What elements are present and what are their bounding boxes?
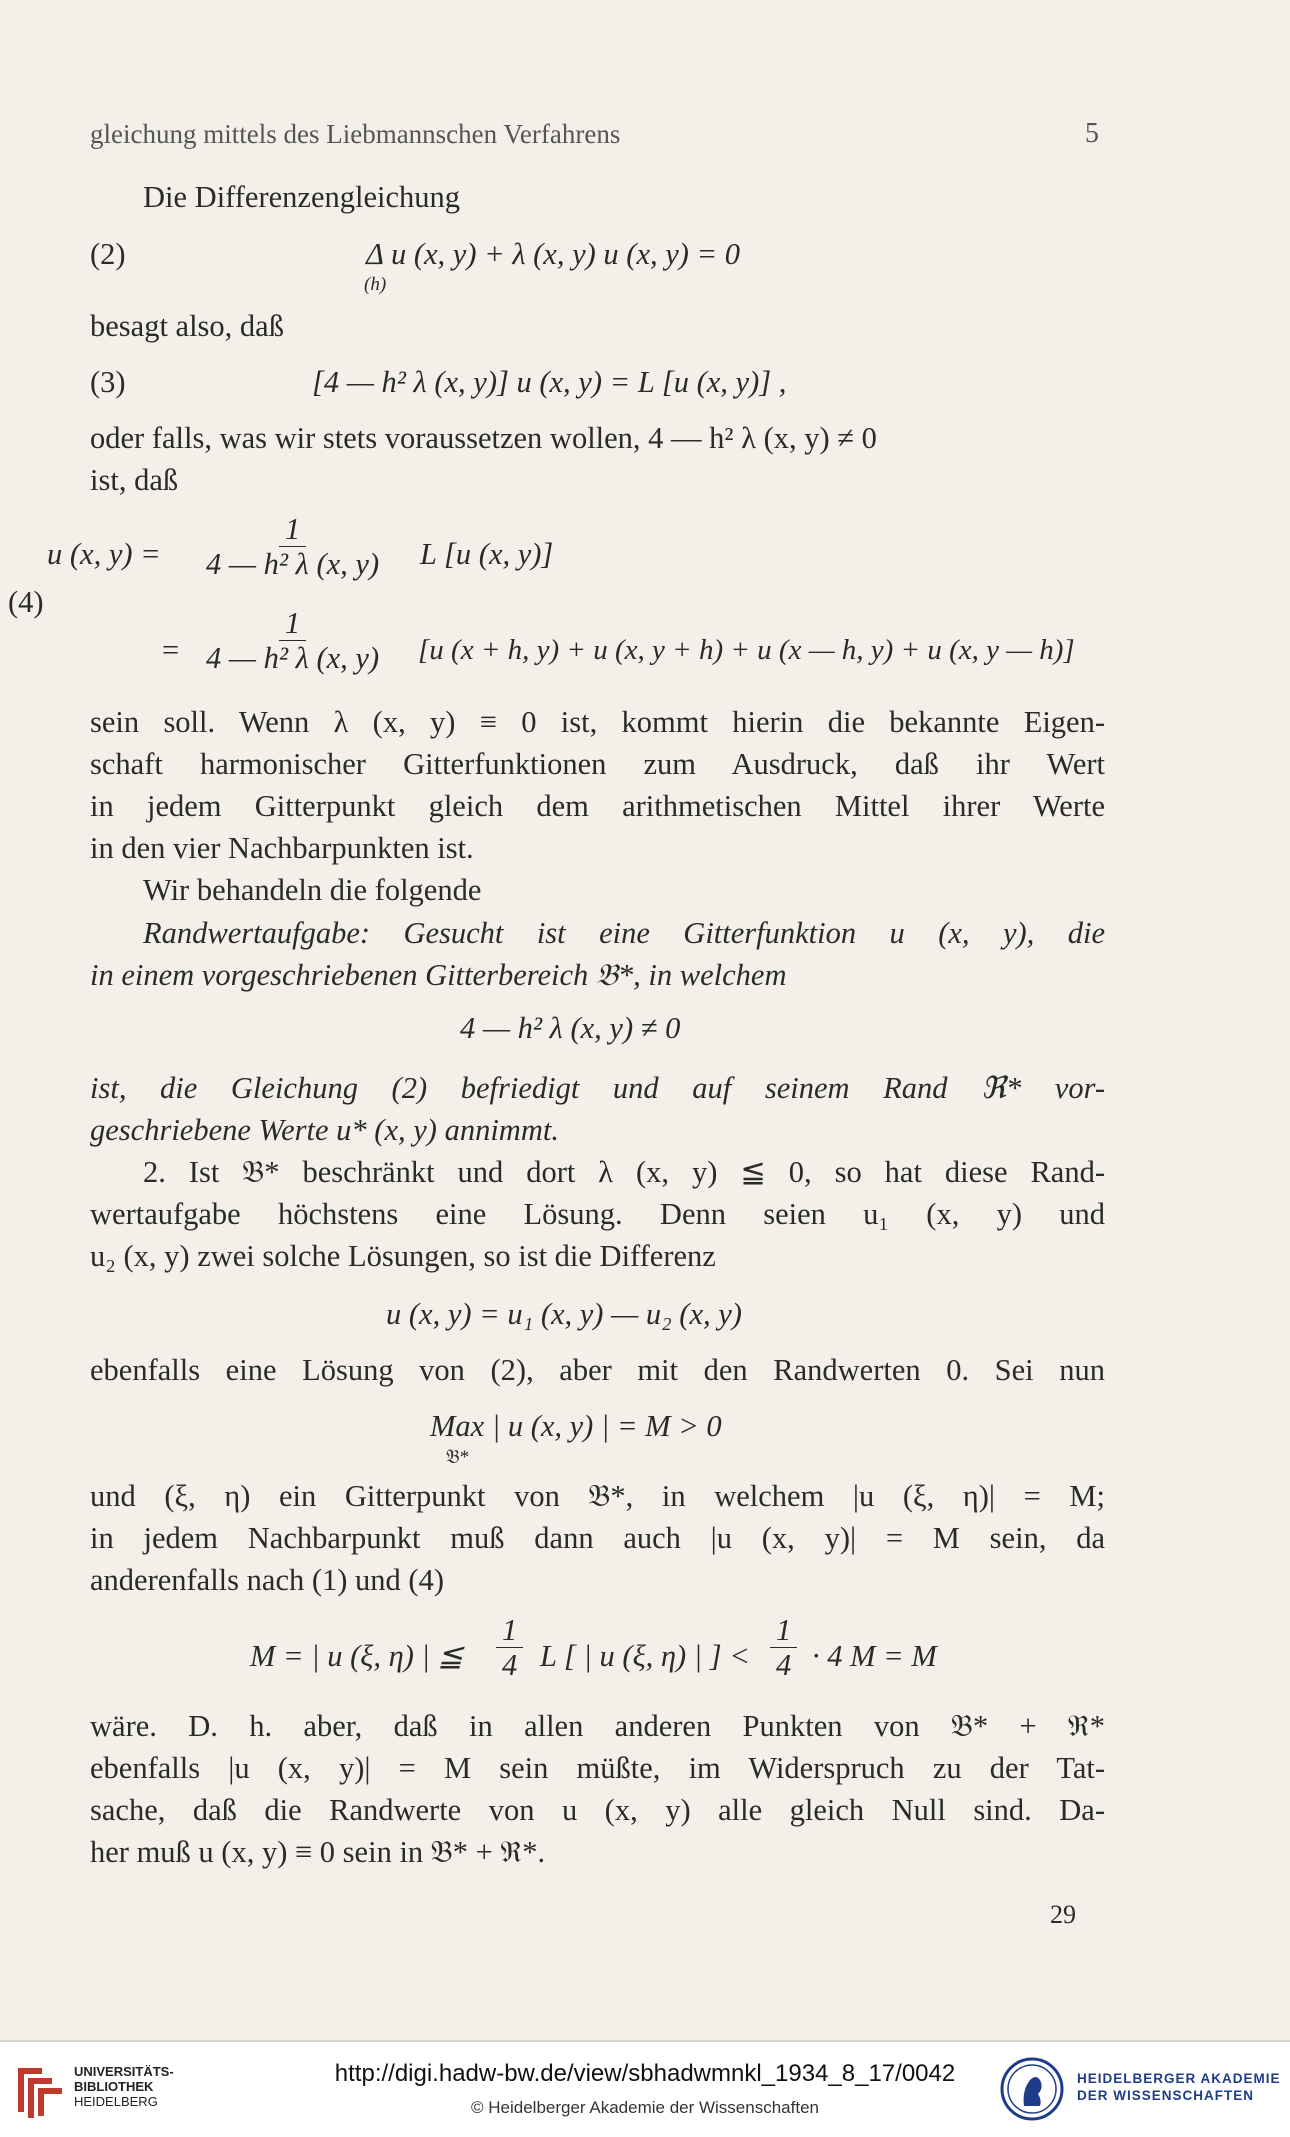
running-title: gleichung mittels des Liebmannschen Verfahrens [90, 119, 621, 149]
source-url-link[interactable]: http://digi.hadw-bw.de/view/sbhadwmnkl_1934_8_17/0042 [334, 2060, 956, 2087]
problem-line: Randwertaufgabe: Gesucht ist eine Gitterfunktion u (x, y), die [143, 916, 1105, 950]
paragraph-line: und (ξ, η) ein Gitterpunkt von 𝔅*, in welchem |u (ξ, η)| = M; [90, 1479, 1105, 1513]
paragraph-line: sein soll. Wenn λ (x, y) ≡ 0 ist, kommt hierin die bekannte Eigen- [90, 705, 1105, 739]
text-line: oder falls, was wir stets voraussetzen wollen, 4 — h² λ (x, y) ≠ 0 [90, 421, 877, 455]
equation-4a-lhs: u (x, y) = [47, 537, 161, 571]
equation-inequality-mid: L [ | u (ξ, η) | ] < [540, 1639, 750, 1673]
equation-max: Max | u (x, y) | = M > 0 [430, 1409, 722, 1443]
equation-2-tag: (2) [90, 237, 126, 271]
equation-inequality-frac1: $\frac{1}{4}$ [496, 1613, 523, 1682]
academy-seal-icon [1000, 2054, 1064, 2124]
paragraph-line: wertaufgabe höchstens eine Lösung. Denn seien u₁ (x, y) und [90, 1197, 1105, 1231]
paragraph-line: 2. Ist 𝔅* beschränkt und dort λ (x, y) ≦ 0, so hat diese Rand- [143, 1155, 1105, 1189]
equation-max-subscript: 𝔅* [446, 1447, 470, 1468]
text-line: besagt also, daß [90, 309, 284, 343]
academy-name: HEIDELBERGER AKADEMIE DER WISSENSCHAFTEN [1077, 2071, 1281, 2103]
paragraph-line: sache, daß die Randwerte von u (x, y) alle gleich Null sind. Da- [90, 1793, 1105, 1827]
equation-inequality-frac2: $\frac{1}{4}$ [770, 1613, 797, 1682]
equation-inequality-left: M = | u (ξ, η) | ≦ [250, 1639, 464, 1673]
copyright-notice: © Heidelberger Akademie der Wissenschaften [471, 2098, 819, 2117]
text-line: ist, daß [90, 463, 179, 497]
paragraph-line: Wir behandeln die folgende [143, 873, 482, 907]
problem-line: geschriebene Werte u* (x, y) annimmt. [90, 1113, 559, 1147]
equation-3: [4 — h² λ (x, y)] u (x, y) = L [u (x, y)] , [312, 365, 787, 399]
problem-line: in einem vorgeschriebenen Gitterbereich 𝔅*, in welchem [90, 958, 787, 992]
equation-4b-fraction: $\frac{1}{\text{4 — h² λ (x, y)}}$ [206, 606, 380, 675]
equation-3-tag: (3) [90, 365, 126, 399]
paragraph-line: ebenfalls eine Lösung von (2), aber mit den Randwerten 0. Sei nun [90, 1353, 1105, 1387]
paragraph-line: ebenfalls |u (x, y)| = M sein müßte, im Widerspruch zu der Tat- [90, 1751, 1105, 1785]
equation-4b-lhs: = [160, 633, 181, 667]
paragraph-line: u₂ (x, y) zwei solche Lösungen, so ist die Differenz [90, 1239, 716, 1273]
paragraph-line: in jedem Gitterpunkt gleich dem arithmetischen Mittel ihrer Werte [90, 789, 1105, 823]
paragraph-line: in jedem Nachbarpunkt muß dann auch |u (x, y)| = M sein, da [90, 1521, 1105, 1555]
equation-inequality-right: · 4 M = M [812, 1639, 937, 1673]
paragraph-line: anderenfalls nach (1) und (4) [90, 1563, 444, 1597]
paragraph-line: schaft harmonischer Gitterfunktionen zum Ausdruck, daß ihr Wert [90, 747, 1105, 781]
paragraph-line: her muß u (x, y) ≡ 0 sein in 𝔅* + ℜ*. [90, 1835, 546, 1869]
page-number: 5 [1085, 118, 1099, 149]
problem-line: ist, die Gleichung (2) befriedigt und auf seinem Rand ℜ* vor- [90, 1071, 1105, 1105]
paragraph-line: wäre. D. h. aber, daß in allen anderen Punkten von 𝔅* + ℜ* [90, 1709, 1105, 1743]
equation-2-subscript: (h) [364, 274, 387, 295]
equation-4a-rhs: L [u (x, y)] [420, 537, 554, 571]
equation-difference: u (x, y) = u₁ (x, y) — u₂ (x, y) [386, 1297, 742, 1331]
paragraph-line: in den vier Nachbarpunkten ist. [90, 831, 474, 865]
equation-4a-fraction: $\frac{1}{\text{4 — h² λ (x, y)}}$ [206, 512, 380, 581]
footer-bar [0, 2040, 1290, 2137]
equation-4-tag: (4) [8, 585, 44, 619]
university-library-name: UNIVERSITÄTS- BIBLIOTHEK HEIDELBERG [74, 2064, 174, 2109]
equation-condition: 4 — h² λ (x, y) ≠ 0 [460, 1011, 681, 1045]
equation-4b-rhs: [u (x + h, y) + u (x, y + h) + u (x — h, y) + u (x, y — h)] [418, 634, 1075, 666]
folio-number: 29 [1050, 1900, 1076, 1929]
intro-line: Die Differenzengleichung [143, 180, 461, 214]
equation-2: Δ u (x, y) + λ (x, y) u (x, y) = 0 [366, 237, 741, 271]
